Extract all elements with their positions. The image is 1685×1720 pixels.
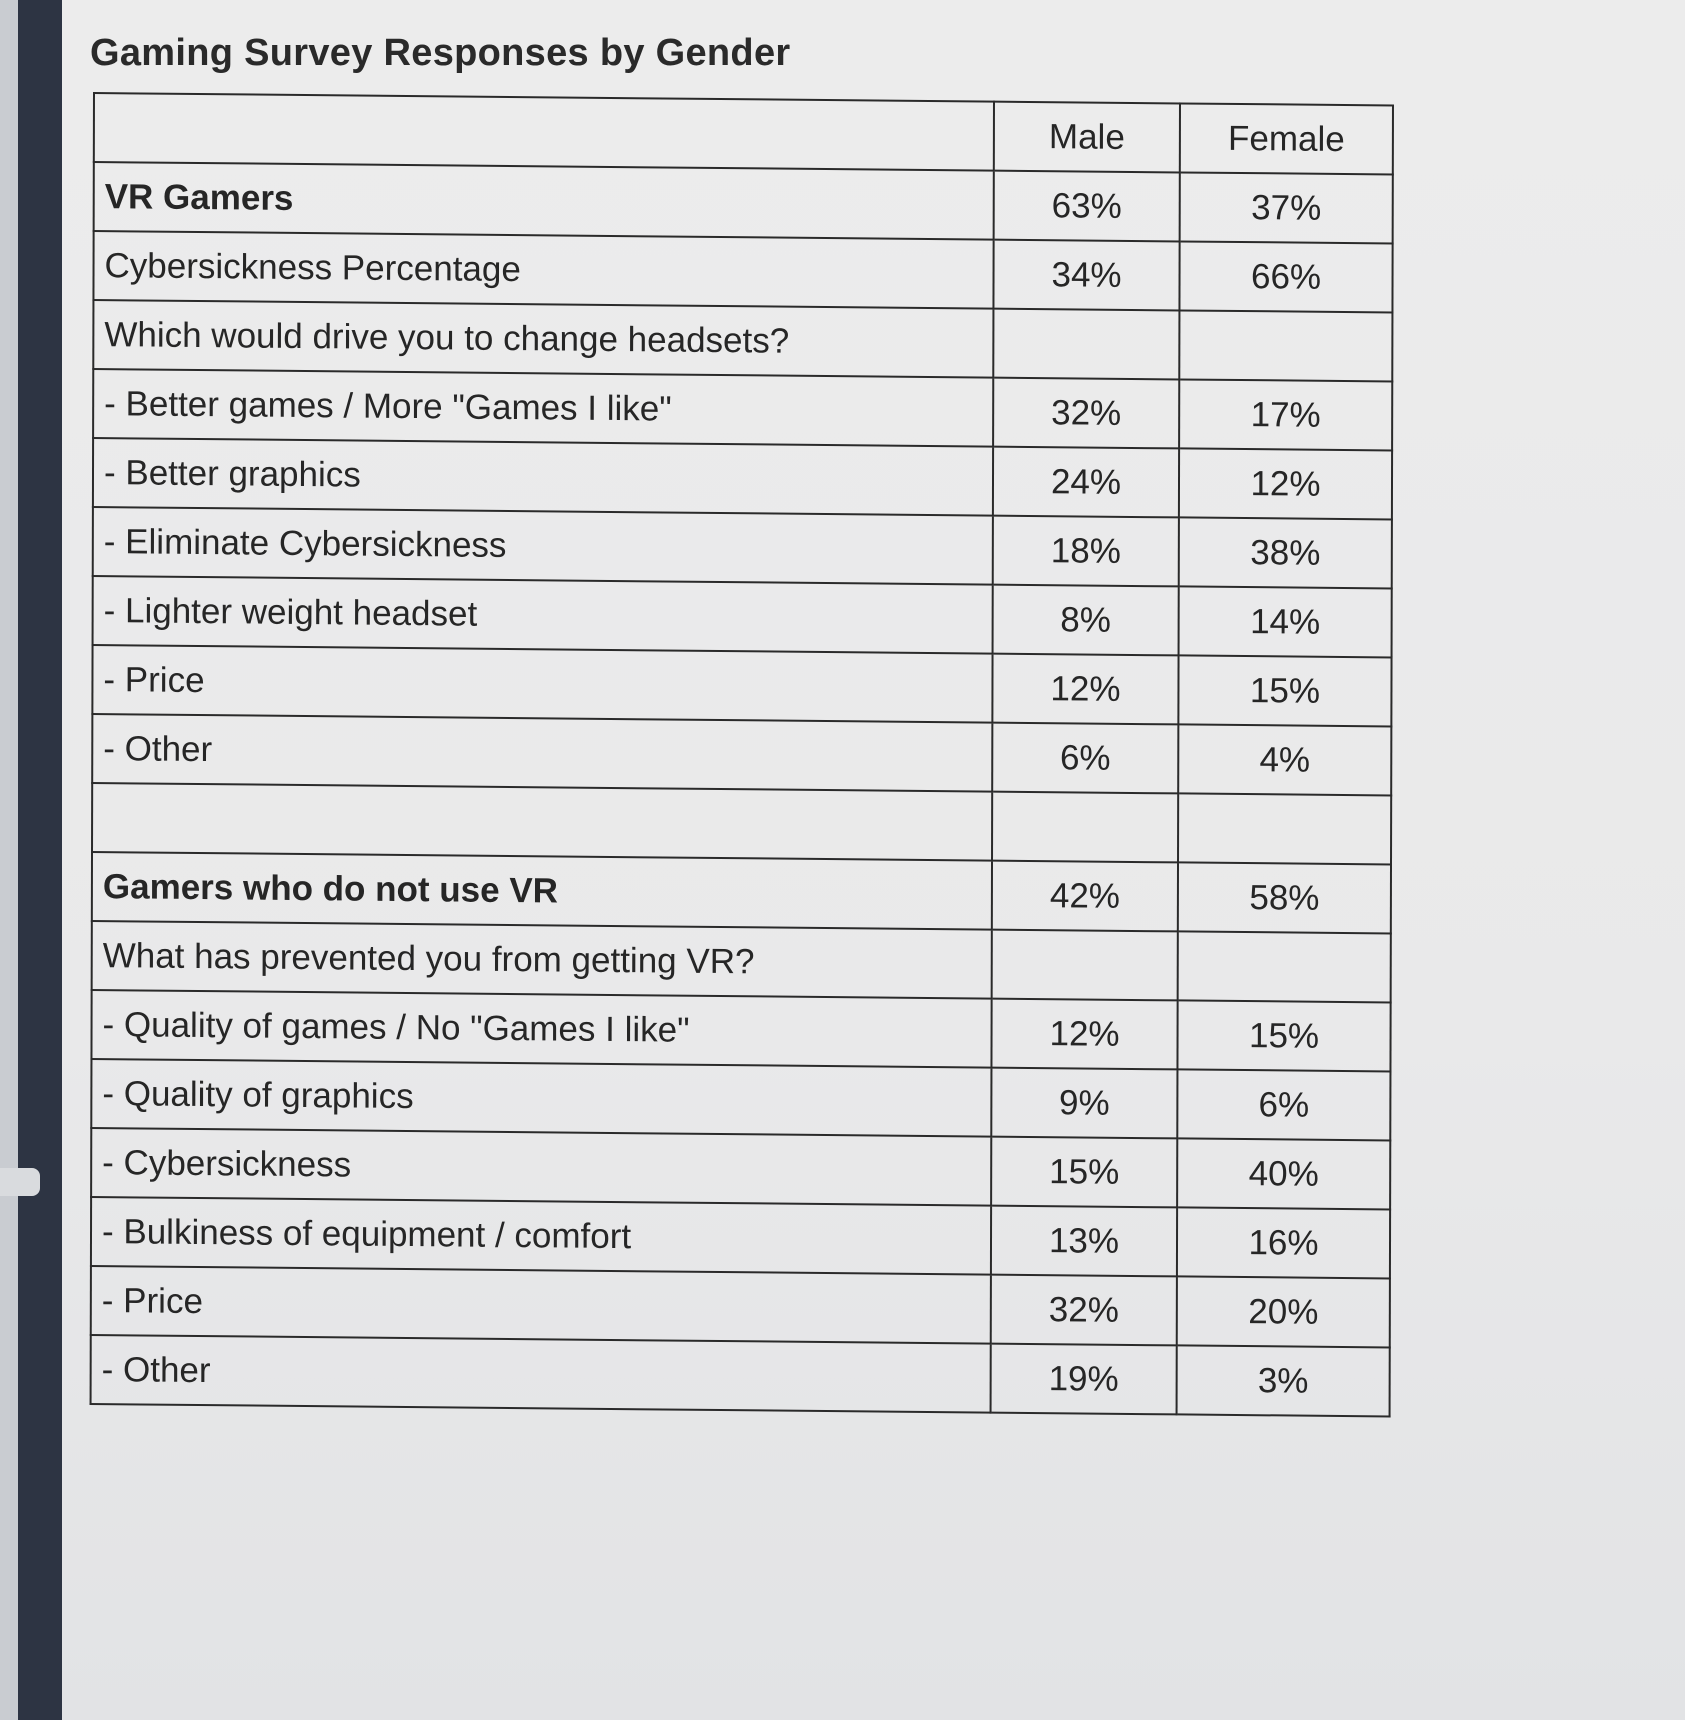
male-value: 24% — [993, 447, 1179, 518]
header-female: Female — [1180, 103, 1393, 174]
male-value: 13% — [991, 1206, 1177, 1277]
row-label: Cybersickness Percentage — [93, 231, 993, 309]
table-row — [91, 1335, 1390, 1416]
row-label: - Other — [92, 714, 992, 792]
male-value: 12% — [991, 999, 1177, 1070]
female-value — [1178, 931, 1391, 1002]
female-value: 15% — [1178, 655, 1391, 726]
table-row — [92, 852, 1391, 933]
female-value: 12% — [1179, 448, 1392, 519]
male-value: 18% — [993, 516, 1179, 587]
table-row — [93, 507, 1392, 588]
male-value — [992, 792, 1178, 863]
female-value: 14% — [1179, 586, 1392, 657]
male-value: 32% — [993, 378, 1179, 449]
row-label: - Lighter weight headset — [93, 576, 993, 654]
table-header-row — [94, 93, 1393, 174]
header-blank — [94, 93, 994, 171]
male-value: 42% — [992, 861, 1178, 932]
table-row — [93, 576, 1392, 657]
row-label: - Better graphics — [93, 438, 993, 516]
bezel-notch — [0, 1168, 40, 1196]
table-row — [91, 990, 1390, 1071]
male-value: 19% — [991, 1344, 1177, 1415]
table-row — [94, 162, 1393, 243]
monitor-bezel — [0, 0, 62, 1720]
bezel-edge — [0, 0, 18, 1720]
table-row — [91, 1266, 1390, 1347]
male-value: 34% — [993, 240, 1179, 311]
male-value: 32% — [991, 1275, 1177, 1346]
row-label: - Better games / More "Games I like" — [93, 369, 993, 447]
row-label: - Price — [92, 645, 992, 723]
female-value: 66% — [1179, 241, 1392, 312]
male-value: 15% — [991, 1137, 1177, 1208]
row-label: Which would drive you to change headsets? — [93, 300, 993, 378]
row-label: - Other — [91, 1335, 991, 1413]
table-row — [93, 369, 1392, 450]
row-label: - Quality of games / No "Games I like" — [91, 990, 991, 1068]
table-row — [92, 714, 1391, 795]
female-value: 3% — [1177, 1345, 1390, 1416]
female-value: 38% — [1179, 517, 1392, 588]
female-value — [1179, 310, 1392, 381]
survey-table — [90, 92, 1394, 1417]
female-value: 58% — [1178, 862, 1391, 933]
female-value: 6% — [1177, 1069, 1390, 1140]
female-value: 17% — [1179, 379, 1392, 450]
male-value — [993, 309, 1179, 380]
row-label: - Quality of graphics — [91, 1059, 991, 1137]
table-row — [93, 438, 1392, 519]
female-value: 4% — [1178, 724, 1391, 795]
row-label: Gamers who do not use VR — [92, 852, 992, 930]
row-label: - Cybersickness — [91, 1128, 991, 1206]
female-value — [1178, 793, 1391, 864]
table-row — [93, 231, 1392, 312]
table-body — [91, 162, 1393, 1416]
female-value: 16% — [1177, 1207, 1390, 1278]
page-title: Gaming Survey Responses by Gender — [90, 32, 791, 74]
male-value: 8% — [993, 585, 1179, 656]
table-row — [91, 1059, 1390, 1140]
female-value: 37% — [1180, 172, 1393, 243]
table-row — [92, 645, 1391, 726]
row-label: - Bulkiness of equipment / comfort — [91, 1197, 991, 1275]
male-value: 6% — [992, 723, 1178, 794]
male-value — [992, 930, 1178, 1001]
female-value: 15% — [1177, 1000, 1390, 1071]
table-row — [92, 921, 1391, 1002]
table-row — [91, 1128, 1390, 1209]
table-row — [91, 1197, 1390, 1278]
table-row — [92, 783, 1391, 864]
male-value: 9% — [991, 1068, 1177, 1139]
male-value: 12% — [992, 654, 1178, 725]
female-value: 40% — [1177, 1138, 1390, 1209]
row-label: - Price — [91, 1266, 991, 1344]
header-male: Male — [994, 102, 1180, 173]
female-value: 20% — [1177, 1276, 1390, 1347]
table-row — [93, 300, 1392, 381]
row-label: - Eliminate Cybersickness — [93, 507, 993, 585]
row-label: What has prevented you from getting VR? — [92, 921, 992, 999]
row-label: VR Gamers — [94, 162, 994, 240]
male-value: 63% — [994, 171, 1180, 242]
row-label — [92, 783, 992, 861]
